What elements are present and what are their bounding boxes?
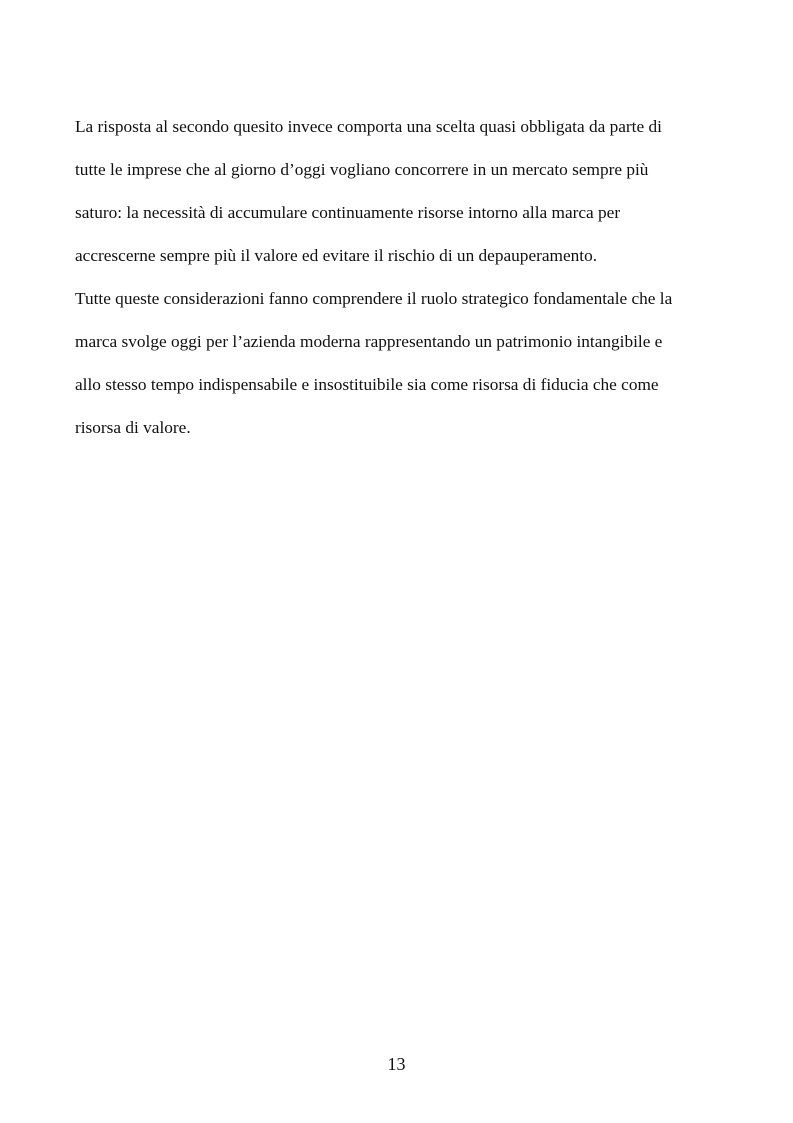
body-text [75,112,725,456]
paragraph-2-line-3: allo stesso tempo indispensabile e insostituibile sia come risorsa di fiducia che come [75,375,659,394]
paragraph-1-line-2: tutte le imprese che al giorno d’oggi vogliano concorrere in un mercato sempre più [75,160,649,179]
paragraph-2-line-1: Tutte queste considerazioni fanno comprendere il ruolo strategico fondamentale che la [75,289,673,308]
page-number: 13 [387,1054,406,1074]
paragraph-1-line-1: La risposta al secondo quesito invece comporta una scelta quasi obbligata da parte di [75,117,662,136]
paragraph-1-line-4: accrescerne sempre più il valore ed evitare il rischio di un depauperamento. [75,246,598,265]
paragraph-2-line-4: risorsa di valore. [75,418,191,437]
paragraph-2-line-2: marca svolge oggi per l’azienda moderna rappresentando un patrimonio intangibile e [75,332,663,351]
paragraph-1-line-3: saturo: la necessità di accumulare continuamente risorse intorno alla marca per [75,203,621,222]
